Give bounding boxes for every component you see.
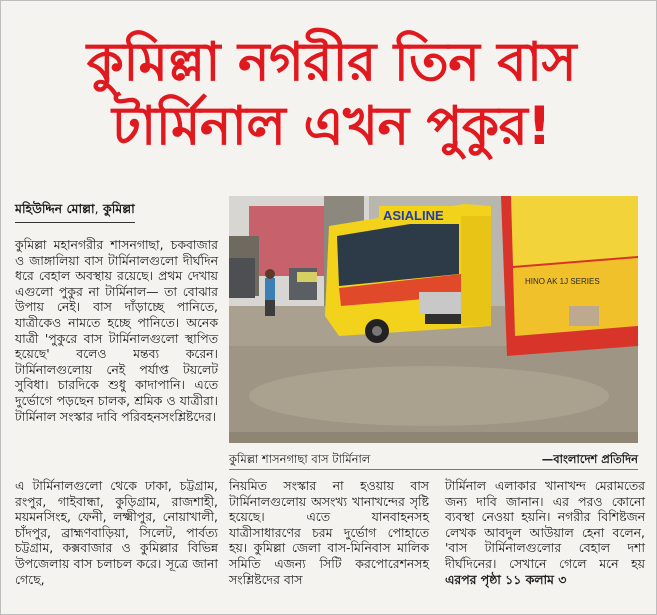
news-photo [229,196,638,443]
byline-place: কুমিল্লা [102,201,135,216]
continuation-link[interactable]: এরপর পৃষ্ঠা ১১ কলাম ৩ [445,571,567,587]
photo-caption [229,451,638,467]
article-paragraph-1: কুমিল্লা মহানগরীর শাসনগাছা, চকবাজার ও জাঙ্গালিয়া বাস টার্মিনালগুলো দীর্ঘদিন ধরে বেহাল অবস্থায় রয়েছে। প্রথম দেখায় এগুলো পুকুর না টার্মিনাল— তা বোঝার উপায় নেই। বাস দাঁড়াচ্ছে পানিতে, যাত্রীকেও নামতে হচ্ছে পানিতে। অনেক যাত্রী 'পুকুরে বাস টার্মিনালগুলো স্থাপিত হয়েছে' বলেও মন্তব্য করেন। টার্মিনালগুলোয় নেই পর্যাপ্ত টয়লেট সুবিধা। চারদিকে শুধু কাদাপানি। এতে দুর্ভোগে পড়ছেন চালক, শ্রমিক ও যাত্রীরা। টার্মিনাল সংস্কার দাবি পরিবহনসংশ্লিষ্টদের। [15,237,218,424]
article-column-middle [229,478,429,587]
bus-sign: ASIALINE [383,208,444,223]
article-column-left-bottom [15,478,218,587]
article-column-left [15,237,218,424]
byline [15,201,135,223]
caption-rule [229,469,638,470]
article-column-right [445,478,645,587]
caption-text: কুমিল্লা শাসনগাছা বাস টার্মিনাল [229,452,371,466]
headline-line-2: টার্মিনাল এখন পুকুর! [112,96,551,157]
article-paragraph-4: টার্মিনাল এলাকার খানাখন্দ মেরামতের জন্য দাবি জানান। এর পরও কোনো ব্যবস্থা নেওয়া হয়নি। নগরীর বিশিষ্টজন লেখক আবদুল আউয়াল হেনা বলেন, 'বাস টার্মিনালগুলোর বেহাল দশা দীর্ঘদিনের। সেখানে গেলে মনে হয় [445,478,645,571]
article-paragraph-2: এ টার্মিনালগুলো থেকে ঢাকা, চট্টগ্রাম, রংপুর, গাইবান্ধা, কুড়িগ্রাম, রাজশাহী, ময়মনসিংহ, ফেনী, লক্ষ্মীপুর, নোয়াখালী, চাঁদপুর, ব্রাহ্মণবাড়িয়া, সিলেট, পার্বত্য চট্টগ্রাম, কক্সবাজার ও কুমিল্লার বিভিন্ন উপজেলায় বাস চলাচল করে। সূত্রে জানা গেছে, [15,478,218,587]
article-paragraph-3: নিয়মিত সংস্কার না হওয়ায় বাস টার্মিনালগুলোয় অসংখ্য খানাখন্দের সৃষ্টি হয়েছে। এতে যানবাহনসহ যাত্রীসাধারণের চরম দুর্ভোগ পোহাতে হয়। কুমিল্লা জেলা বাস-মিনিবাস মালিক সমিতি এজন্য সিটি করপোরেশনসহ সংশ্লিষ্টদের বাস [229,478,429,587]
headline [19,31,644,159]
headline-line-1: কুমিল্লা নগরীর তিন বাস [86,32,577,93]
bus2-sign: HINO AK 1J SERIES [525,277,600,286]
caption-credit: —বাংলাদেশ প্রতিদিন [541,452,638,466]
bus-terminal-photo [229,196,638,443]
byline-name: মহিউদ্দিন মোল্লা [15,201,95,216]
byline-separator: , [94,201,99,216]
